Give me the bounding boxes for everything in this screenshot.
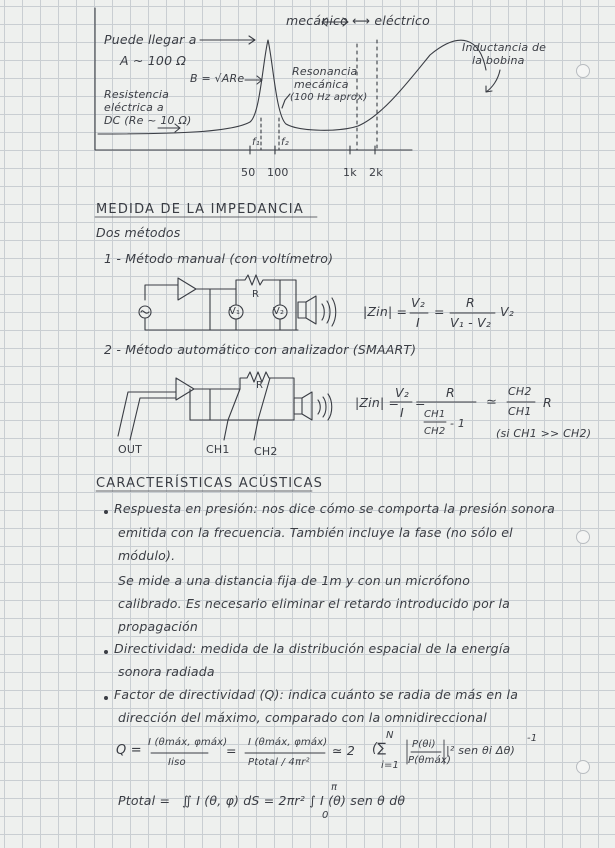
q-exp: -1 [527,733,538,744]
impedance-subtitle: Dos métodos [96,225,181,240]
b1-line-5: calibrado. Es necesario eliminar el retardo introducido por la [118,596,510,611]
b3-line-1: Factor de directividad (Q): indica cuánto se radia de más en la [114,687,519,702]
circ2-ch1: CH1 [206,443,230,456]
label-res-3: (100 Hz aprox) [290,92,368,103]
label-res-2: mecánica [294,78,349,91]
q-den1: Iiso [168,757,186,768]
bullet-3 [104,696,108,700]
b2-line-1: Directividad: medida de la distribución espacial de la energía [114,641,511,656]
m2-ch2: CH2 [424,426,446,437]
label-f1: f₁ [252,137,260,148]
ptotal-int-top: π [331,782,338,793]
method-2-heading: 2 - Método automático con analizador (SMAART) [104,342,417,357]
q-num2: I (θmáx, φmáx) [248,737,328,748]
b1-line-6: propagación [118,619,199,634]
label-dc-3: DC (Re ~ 10 Ω) [104,114,192,127]
tick-1k: 1k [343,166,357,179]
b1-line-4: Se mide a una distancia fija de 1m y con un micrófono [118,573,471,588]
arrow-b [245,76,262,84]
q-frac-bot: P(θmáx) [408,755,452,766]
circ2-out: OUT [118,443,143,456]
b1-line-3: módulo). [118,548,176,563]
label-dc-1: Resistencia [104,88,170,101]
q-sum: (∑ [372,741,387,756]
q-sum-bot: i=1 [381,760,400,771]
q-num1: I (θmáx, φmáx) [148,737,228,748]
m2-r: R [446,385,455,400]
m2-cond: (si CH1 >> CH2) [496,427,592,440]
method-1-heading: 1 - Método manual (con voltímetro) [104,251,334,266]
q-sum-top: N [386,730,394,741]
label-ind-2: la bobina [472,54,525,67]
m2-ch1-bot: CH1 [508,405,532,418]
b1-line-2: emitida con la frecuencia. También incluye la fase (no sólo el [118,525,513,540]
label-ind-1: Inductancia de [462,41,547,54]
m1-v2: V₂ [411,295,425,310]
m1-r: R [466,295,475,310]
ptotal-rhs: ∬ I (θ, φ) dS = 2πr² ∫ I (θ) sen θ dθ [182,793,406,808]
label-b: B = √ARe [190,72,245,85]
m1-lhs: |Zin| = [363,304,408,319]
tick-100: 100 [267,166,289,179]
label-reach: Puede llegar a [104,32,197,47]
m2-eq: = [415,395,426,410]
impedance-title: MEDIDA DE LA IMPEDANCIA [96,202,304,217]
label-reach-value: A ~ 100 Ω [120,53,187,68]
circ1-r: R [252,289,260,300]
circ2-r: R [256,380,264,391]
m2-i: I [400,405,404,420]
m1-tail: V₂ [500,304,514,319]
b2-line-2: sonora radiada [118,664,215,679]
arrow-reach [200,36,255,44]
m1-den: V₁ - V₂ [450,315,491,330]
q-den2: Ptotal / 4πr² [248,757,310,768]
m2-approx: ≃ [486,395,498,410]
q-tail: |² sen θi Δθ) [446,744,516,757]
m2-v2: V₂ [395,385,409,400]
b1-line-1: Respuesta en presión: nos dice cómo se comporta la presión sonora [114,501,555,516]
label-f2: f₂ [281,137,289,148]
ptotal-int-bot: 0 [322,810,329,821]
arrow-res [282,94,290,108]
ptotal-lhs: Ptotal = [118,793,171,808]
bullet-1 [104,510,108,514]
m2-ch1: CH1 [424,409,446,420]
circ2-ch2: CH2 [254,445,278,458]
arrow-ind [486,70,500,92]
circ1-v1: V₁ [229,306,241,317]
m2-minus1: - 1 [450,417,466,430]
label-dc-2: eléctrica a [104,101,164,114]
m2-lhs: |Zin| = [355,395,400,410]
tick-2k: 2k [369,166,383,179]
q-lhs: Q = [116,743,142,758]
m2-r-tail: R [543,395,552,410]
q-approx: ≃ 2 [332,743,355,758]
q-eq: = [226,743,237,758]
bullet-2 [104,650,108,654]
circuit-analyzer [118,372,332,440]
m1-i: I [416,315,420,330]
m1-eq: = [434,304,445,319]
label-res-1: Resonancia [292,65,358,78]
graph-header: mecánico ⟷ eléctrico [286,13,430,28]
m2-ch2-top: CH2 [508,385,532,398]
circ1-v2: V₂ [273,306,285,317]
tick-50: 50 [241,166,256,179]
q-frac-top: P(θi) [412,739,436,750]
b3-line-2: dirección del máximo, comparado con la omnidireccional [118,710,487,725]
circuit-manual [139,275,336,330]
acoustics-title: CARACTERÍSTICAS ACÚSTICAS [96,476,324,491]
